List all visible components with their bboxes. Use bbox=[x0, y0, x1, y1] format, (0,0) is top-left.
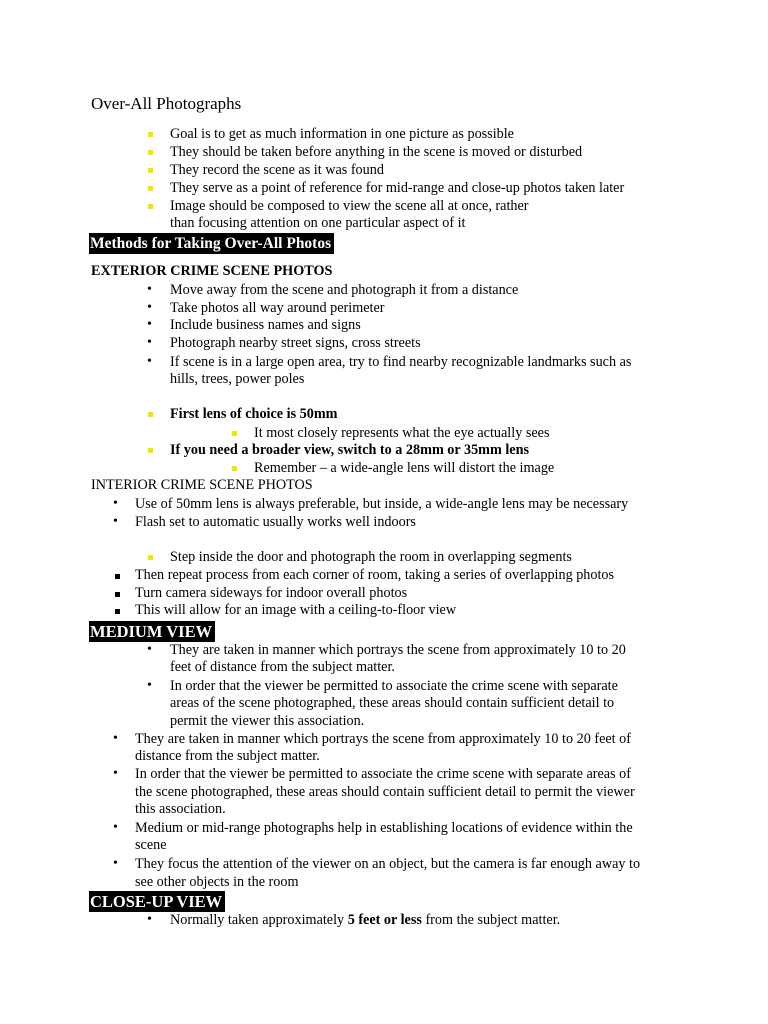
interior-step: Step inside the door and photograph the room in overlapping segments bbox=[170, 549, 572, 565]
list-item-continuation: permit the viewer this association. bbox=[170, 713, 365, 729]
square-bullet-icon bbox=[115, 609, 120, 614]
list-item: In order that the viewer be permitted to associate the crime scene with separate bbox=[170, 678, 618, 694]
bullet-icon bbox=[148, 204, 153, 209]
bullet-icon bbox=[148, 150, 153, 155]
exterior-heading: EXTERIOR CRIME SCENE PHOTOS bbox=[91, 263, 333, 279]
interior-heading: INTERIOR CRIME SCENE PHOTOS bbox=[91, 477, 313, 493]
list-item: They are taken in manner which portrays the scene from approximately 10 to 20 bbox=[170, 642, 626, 658]
list-item: Then repeat process from each corner of room, taking a series of overlapping photos bbox=[135, 567, 615, 583]
list-item: They focus the attention of the viewer on an object, but the camera is far enough away to bbox=[135, 856, 641, 872]
list-item: Flash set to automatic usually works well indoors bbox=[135, 514, 416, 530]
bullet-icon: • bbox=[113, 731, 118, 746]
list-item: Move away from the scene and photograph it from a distance bbox=[170, 282, 519, 298]
bullet-icon bbox=[148, 412, 153, 417]
bullet-icon bbox=[148, 186, 153, 191]
list-item: Take photos all way around perimeter bbox=[170, 300, 385, 316]
bullet-icon bbox=[148, 448, 153, 453]
list-item-continuation: this association. bbox=[135, 801, 226, 817]
list-item-continuation: than focusing attention on one particular aspect of it bbox=[170, 215, 466, 231]
bullet-icon: • bbox=[113, 766, 118, 781]
list-item: Goal is to get as much information in one picture as possible bbox=[170, 126, 514, 142]
bullet-icon bbox=[148, 168, 153, 173]
list-item: Use of 50mm lens is always preferable, but inside, a wide-angle lens may be necessary bbox=[135, 496, 629, 512]
list-item-continuation: distance from the subject matter. bbox=[135, 748, 320, 764]
list-item: They should be taken before anything in the scene is moved or disturbed bbox=[170, 144, 583, 160]
bullet-icon bbox=[232, 466, 237, 471]
bullet-icon: • bbox=[147, 642, 152, 657]
list-item: Medium or mid-range photographs help in establishing locations of evidence within the bbox=[135, 820, 633, 836]
bullet-icon: • bbox=[147, 282, 152, 297]
square-bullet-icon bbox=[115, 592, 120, 597]
list-item: This will allow for an image with a ceiling-to-floor view bbox=[135, 602, 457, 618]
bullet-icon: • bbox=[147, 354, 152, 369]
list-item: They serve as a point of reference for mid-range and close-up photos taken later bbox=[170, 180, 625, 196]
list-item-continuation: see other objects in the room bbox=[135, 874, 299, 890]
list-item-continuation: scene bbox=[135, 837, 167, 853]
close-up-distance: 5 feet or less bbox=[347, 912, 422, 928]
close-up-view-heading: CLOSE-UP VIEW bbox=[89, 891, 225, 912]
list-item: In order that the viewer be permitted to associate the crime scene with separate areas of bbox=[135, 766, 631, 782]
bullet-icon bbox=[232, 431, 237, 436]
bullet-icon bbox=[148, 132, 153, 137]
close-up-item bbox=[170, 912, 560, 929]
bullet-icon: • bbox=[113, 856, 118, 871]
first-lens-sub: It most closely represents what the eye actually sees bbox=[254, 425, 550, 441]
bullet-icon: • bbox=[147, 300, 152, 315]
bullet-icon: • bbox=[113, 514, 118, 529]
list-item: They are taken in manner which portrays the scene from approximately 10 to 20 feet of bbox=[135, 731, 631, 747]
bullet-icon: • bbox=[147, 317, 152, 332]
list-item: Include business names and signs bbox=[170, 317, 361, 333]
bullet-icon: • bbox=[147, 335, 152, 350]
bullet-icon: • bbox=[147, 912, 152, 927]
list-item: Image should be composed to view the scene all at once, rather bbox=[170, 198, 529, 214]
list-item: Photograph nearby street signs, cross streets bbox=[170, 335, 421, 351]
list-item: Turn camera sideways for indoor overall photos bbox=[135, 585, 408, 601]
page-title: Over-All Photographs bbox=[91, 94, 242, 113]
close-up-text-before: Normally taken approximately bbox=[170, 912, 348, 928]
list-item-continuation: the scene photographed, these areas should contain sufficient detail to permit the viewer bbox=[135, 784, 635, 800]
broader-lens-text: If you need a broader view, switch to a 28mm or 35mm lens bbox=[170, 442, 530, 458]
bullet-icon: • bbox=[113, 820, 118, 835]
bullet-icon: • bbox=[113, 496, 118, 511]
list-item: If scene is in a large open area, try to find nearby recognizable landmarks such as bbox=[170, 354, 632, 370]
bullet-icon bbox=[148, 555, 153, 560]
broader-lens-sub: Remember – a wide-angle lens will distort the image bbox=[254, 460, 555, 476]
list-item: They record the scene as it was found bbox=[170, 162, 384, 178]
list-item-continuation: areas of the scene photographed, these areas should contain sufficient detail to bbox=[170, 695, 615, 711]
methods-heading: Methods for Taking Over-All Photos bbox=[89, 233, 334, 254]
first-lens-text: First lens of choice is 50mm bbox=[170, 406, 338, 422]
medium-view-heading: MEDIUM VIEW bbox=[89, 621, 215, 642]
close-up-text-after: from the subject matter. bbox=[421, 912, 561, 928]
list-item-continuation: hills, trees, power poles bbox=[170, 371, 305, 387]
bullet-icon: • bbox=[147, 678, 152, 693]
list-item-continuation: feet of distance from the subject matter. bbox=[170, 659, 395, 675]
square-bullet-icon bbox=[115, 574, 120, 579]
